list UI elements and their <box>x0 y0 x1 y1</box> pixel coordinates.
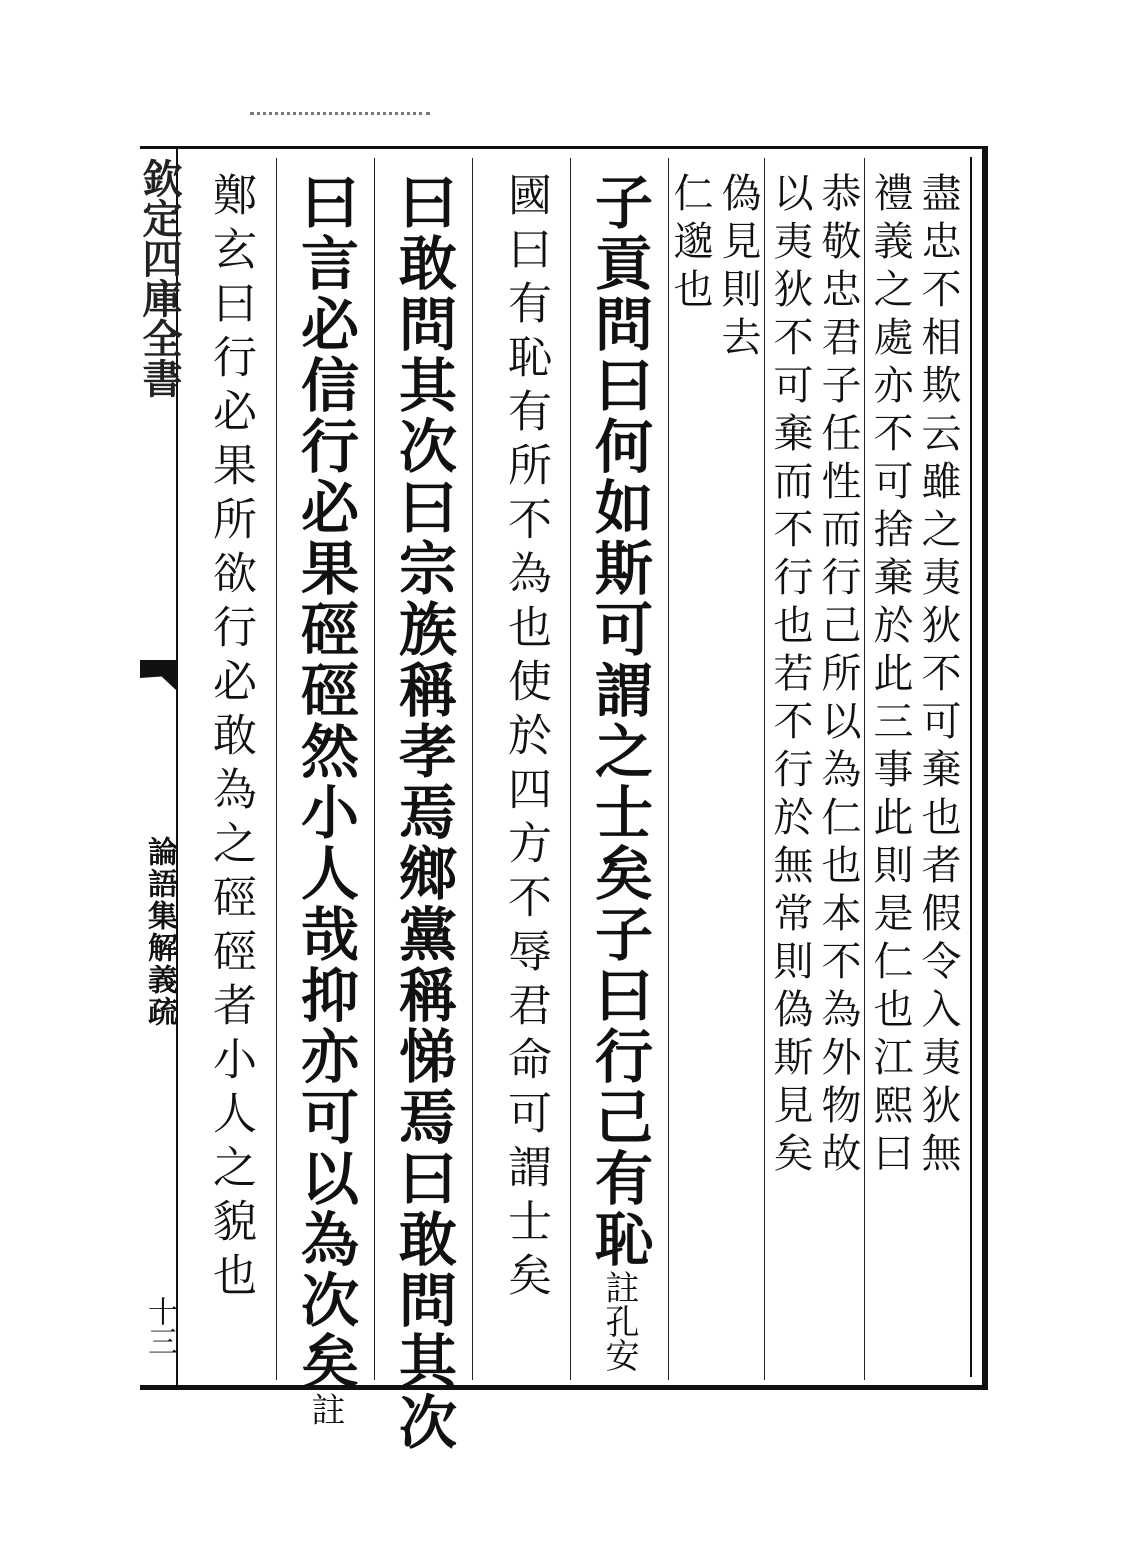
commentary-line: 偽見則去 <box>715 172 761 364</box>
commentary-column-2 <box>764 158 864 1380</box>
page-number: 十三 <box>142 1296 177 1356</box>
paper-specks <box>250 112 430 123</box>
fishtail-mark-icon <box>140 660 176 690</box>
inline-annotation: 註 <box>305 1392 345 1426</box>
commentary-line: 國曰有恥有所不為也使於四方不辱君命可謂士矣 <box>500 172 551 1306</box>
main-text: 子貢問曰何如斯可謂之士矣子曰行己有恥 <box>585 172 653 1270</box>
main-text-line <box>375 172 471 1453</box>
main-text-line <box>571 172 667 1372</box>
commentary-column-1 <box>864 158 964 1380</box>
main-text: 曰言必信行必果硜硜然小人哉抑亦可以為次矣 <box>291 172 359 1392</box>
main-text: 曰敢問其次曰宗族稱孝焉鄉黨稱悌焉曰敢問其次 <box>389 172 457 1453</box>
library-header: 欽定四庫全書 <box>136 158 183 398</box>
commentary-column-3 <box>668 158 764 1380</box>
main-text-column-2 <box>374 158 472 1453</box>
page-margin <box>136 146 183 1390</box>
commentary-line: 仁邈也 <box>667 172 713 316</box>
main-text-line <box>277 172 373 1426</box>
text-columns <box>178 158 964 1453</box>
main-text-column-3 <box>276 158 374 1426</box>
commentary-line: 禮義之處亦不可捨棄於此三事此則是仁也江熙曰 <box>867 172 913 1180</box>
commentary-column-5 <box>178 158 276 1380</box>
commentary-line: 恭敬忠君子任性而行己所以為仁也本不為外物故 <box>815 172 861 1180</box>
main-text-column-1 <box>570 158 668 1380</box>
commentary-line: 以夷狄不可棄而不行也若不行於無常則偽斯見矣 <box>767 172 813 1180</box>
commentary-column-4 <box>472 158 570 1380</box>
commentary-line: 盡忠不相欺云雖之夷狄不可棄也者假令入夷狄無 <box>915 172 961 1180</box>
commentary-line: 鄭玄曰行必果所欲行必敢為之硜硜者小人之貌也 <box>205 172 256 1306</box>
inline-annotation: 註孔安 <box>599 1270 639 1372</box>
book-title: 論語集解義疏 <box>142 836 177 1028</box>
